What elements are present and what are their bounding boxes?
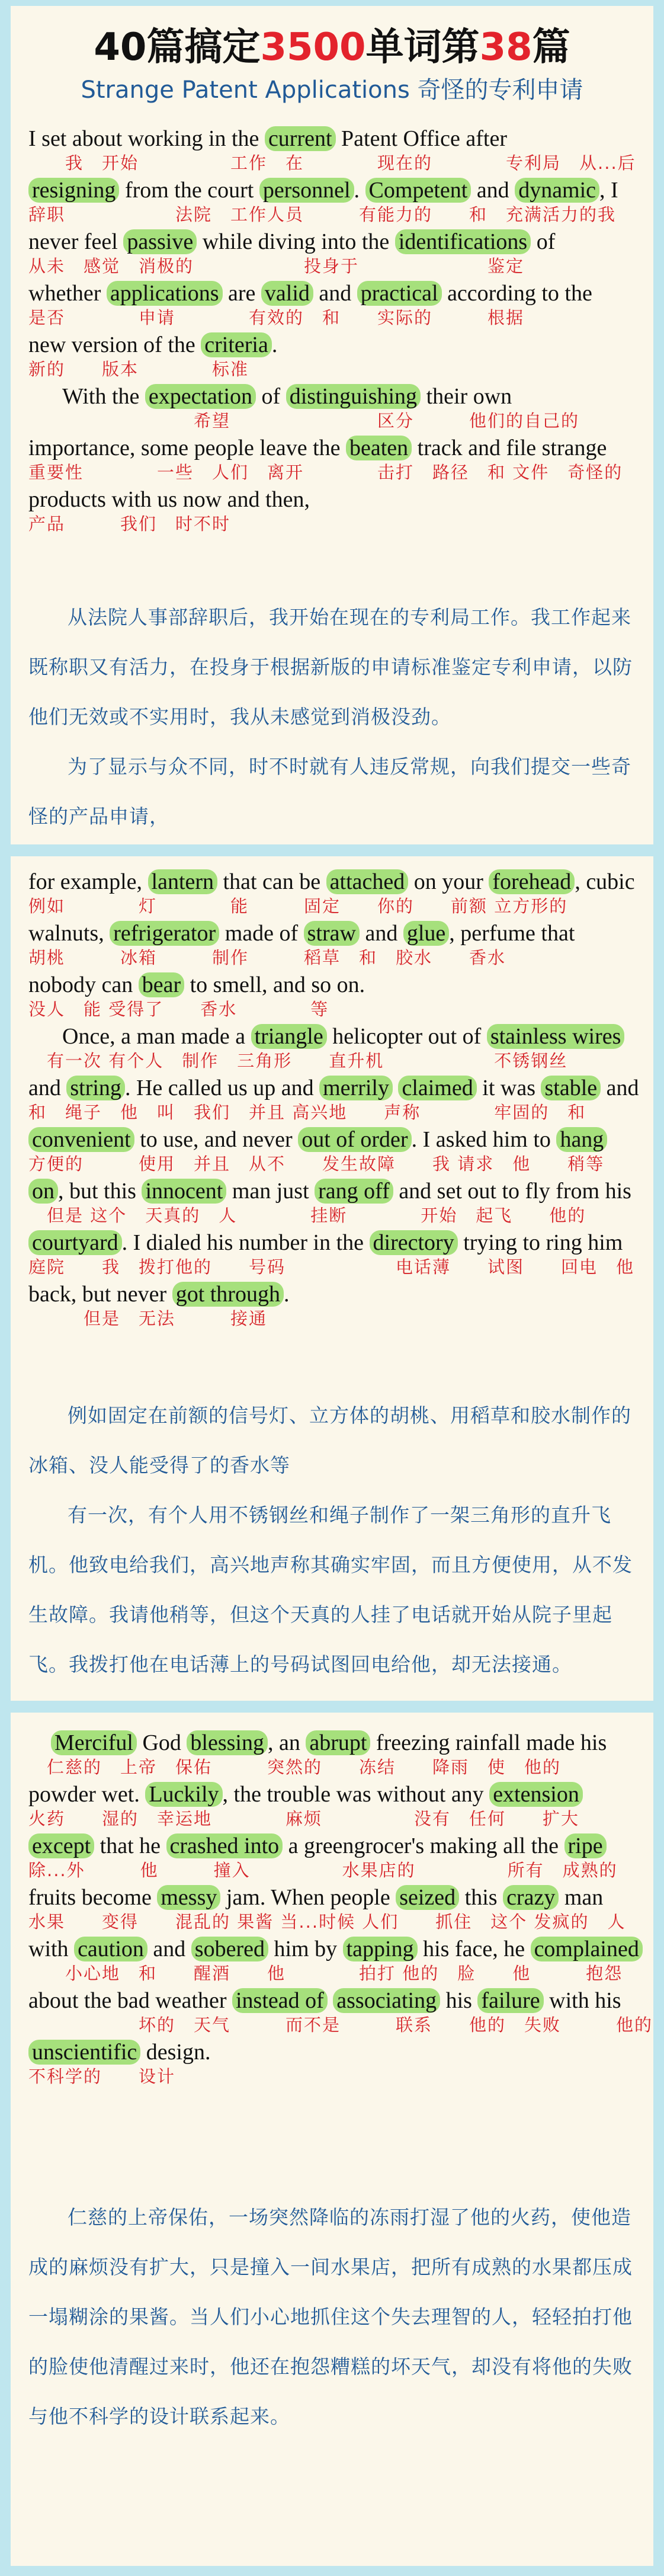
english-text: on your bbox=[408, 869, 489, 894]
vocab-highlight: failure bbox=[477, 1988, 543, 2013]
vocab-highlight: expectation bbox=[145, 384, 256, 409]
gloss-line: 坏的 天气 而不是 联系 他的 失败 他的 bbox=[28, 2015, 653, 2035]
english-text: and bbox=[359, 921, 403, 946]
english-text: , I bbox=[599, 178, 618, 203]
english-text: never feel bbox=[28, 229, 124, 254]
vocab-highlight: sobered bbox=[191, 1937, 268, 1961]
gloss-line: 没人 能 受得了 香水 等 bbox=[28, 999, 329, 1019]
english-line bbox=[28, 1726, 636, 1777]
english-line bbox=[28, 2035, 636, 2087]
vocab-highlight: courtyard bbox=[28, 1230, 122, 1255]
english-text: him by bbox=[268, 1937, 343, 1961]
english-text: . bbox=[354, 178, 365, 203]
english-text: and bbox=[313, 281, 357, 306]
gloss-line: 庭院 我 拨打他的 号码 电话薄 试图 回电 他 bbox=[28, 1257, 635, 1277]
vocab-highlight: practical bbox=[357, 281, 442, 306]
english-text: to smell, and so on. bbox=[184, 972, 365, 997]
english-line bbox=[28, 968, 636, 1019]
gloss-line: 重要性 一些 人们 离开 击打 路径 和 文件 奇怪的 bbox=[28, 462, 623, 482]
vocab-highlight: messy bbox=[157, 1885, 220, 1910]
english-text: importance, some people leave the bbox=[28, 436, 347, 460]
vocab-highlight: identifications bbox=[395, 229, 531, 254]
vocab-highlight: forehead bbox=[489, 869, 575, 894]
english-text: With the bbox=[28, 384, 145, 409]
gloss-line: 新的 版本 标准 bbox=[28, 359, 249, 379]
vocab-highlight: tapping bbox=[343, 1937, 418, 1961]
vocab-highlight: glue bbox=[403, 921, 449, 946]
english-text: and bbox=[471, 178, 515, 203]
english-text: fruits become bbox=[28, 1885, 158, 1910]
vocab-highlight: convenient bbox=[28, 1127, 134, 1152]
english-text: that can be bbox=[217, 869, 326, 894]
english-line bbox=[28, 1122, 636, 1174]
english-line bbox=[28, 1174, 636, 1225]
translation-paragraph: 仁慈的上帝保佑，一场突然降临的冻雨打湿了他的火药，使他造成的麻烦没有扩大，只是撞入一间水果店，把所有成熟的水果都压成一塌糊涂的果酱。当人们小心地抓住这个失去理智的人，轻轻拍打他的脸使他清醒过来时，他还在抱怨糟糕的坏天气，却没有将他的失败与他不科学的设计联系起来。 bbox=[28, 2206, 633, 2428]
english-text: Patent Office after bbox=[335, 126, 507, 151]
translation-paragraph: 有一次，有个人用不锈钢丝和绳子制作了一架三角形的直升飞机。他致电给我们，高兴地声称其确实牢固，而且方便使用，从不发生故障。我请他稍等，但这个天真的人挂了电话就开始从院子里起飞。我拨打他在电话薄上的号码试图回电给他，却无法接通。 bbox=[28, 1503, 633, 1676]
gloss-line: 胡桃 冰箱 制作 稻草 和 胶水 香水 bbox=[28, 948, 506, 968]
english-text: and set out to fly from his bbox=[393, 1179, 631, 1204]
translation-paragraph: 从法院人事部辞职后，我开始在现在的专利局工作。我工作起来既称职又有活力，在投身于根据新版的申请标准鉴定专利申请，以防他们无效或不实用时，我从未感觉到消极没劲。 bbox=[28, 606, 633, 728]
vocab-highlight: seized bbox=[396, 1885, 459, 1910]
english-text: freezing rainfall made his bbox=[370, 1730, 607, 1755]
english-text: jam. When people bbox=[220, 1885, 396, 1910]
english-text: powder wet. bbox=[28, 1782, 146, 1807]
english-text: and bbox=[601, 1076, 639, 1100]
english-text: , an bbox=[267, 1730, 306, 1755]
vocab-highlight: directory bbox=[370, 1230, 458, 1255]
gloss-line: 但是 这个 天真的 人 挂断 开始 起飞 他的 bbox=[28, 1205, 586, 1225]
vocab-highlight: current bbox=[265, 126, 336, 151]
gloss-line: 除...外 他 撞入 水果店的 所有 成熟的 bbox=[28, 1860, 618, 1880]
english-line bbox=[28, 1932, 639, 1983]
vocab-highlight: beaten bbox=[346, 436, 412, 460]
translation-paragraph: 例如固定在前额的信号灯、立方体的胡桃、用稻草和胶水制作的冰箱、没人能受得了的香水等 bbox=[28, 1404, 631, 1477]
card-2 bbox=[11, 856, 653, 1701]
english-text: . I dialed his number in the bbox=[121, 1230, 370, 1255]
english-line bbox=[28, 1277, 636, 1329]
vocab-highlight: hang bbox=[556, 1127, 607, 1152]
vocab-highlight: attached bbox=[326, 869, 409, 894]
english-text: . bbox=[271, 332, 278, 357]
english-text: , the trouble was without any bbox=[222, 1782, 490, 1807]
english-text: Once, a man made a bbox=[28, 1024, 251, 1049]
english-line bbox=[28, 431, 636, 482]
gloss-line: 仁慈的 上帝 保佑 突然的 冻结 降雨 使 他的 bbox=[28, 1757, 562, 1777]
english-text: man bbox=[559, 1885, 604, 1910]
vocab-highlight: extension bbox=[489, 1782, 583, 1807]
english-text bbox=[28, 1730, 51, 1755]
english-text: while diving into the bbox=[197, 229, 395, 254]
vocab-highlight: passive bbox=[123, 229, 197, 254]
english-text: back, but never bbox=[28, 1282, 172, 1307]
gloss-line: 方便的 使用 并且 从不 发生故障 我 请求 他 稍等 bbox=[28, 1154, 605, 1174]
english-text: with his bbox=[543, 1988, 621, 2013]
english-text: , perfume that bbox=[449, 921, 575, 946]
english-text: design. bbox=[140, 2040, 211, 2065]
vocab-highlight: innocent bbox=[142, 1179, 226, 1204]
gloss-line: 希望 区分 他们的自己的 bbox=[28, 411, 580, 431]
english-text: nobody can bbox=[28, 972, 139, 997]
vocab-highlight: dynamic bbox=[515, 178, 599, 203]
english-text: his face, he bbox=[417, 1937, 531, 1961]
english-text: that he bbox=[94, 1833, 166, 1858]
gloss-line: 辞职 法院 工作人员 有能力的 和 充满活力的我 bbox=[28, 204, 617, 225]
english-text: their own bbox=[421, 384, 512, 409]
english-passage-3 bbox=[28, 1726, 653, 2087]
vocab-highlight: out of order bbox=[298, 1127, 411, 1152]
vocab-highlight: except bbox=[28, 1833, 94, 1858]
vocab-highlight: refrigerator bbox=[110, 921, 219, 946]
english-text: . He called us up and bbox=[124, 1076, 320, 1100]
card-3 bbox=[11, 1713, 653, 2566]
english-text: this bbox=[459, 1885, 503, 1910]
english-text: made of bbox=[219, 921, 304, 946]
gloss-line: 从未 感觉 消极的 投身于 鉴定 bbox=[28, 256, 525, 276]
vocab-highlight: Luckily bbox=[145, 1782, 222, 1807]
vocab-highlight: complained bbox=[531, 1937, 643, 1961]
gloss-line: 不科学的 设计 bbox=[28, 2066, 176, 2087]
vocab-highlight: unscientific bbox=[28, 2040, 140, 2065]
english-text: of bbox=[256, 384, 286, 409]
vocab-highlight: associating bbox=[333, 1988, 440, 2013]
vocab-highlight: stainless wires bbox=[487, 1024, 625, 1049]
gloss-line: 我 开始 工作 在 现在的 专利局 从...后 bbox=[28, 153, 636, 173]
vocab-highlight: blessing bbox=[187, 1730, 268, 1755]
english-text: God bbox=[136, 1730, 187, 1755]
english-line bbox=[28, 379, 636, 431]
english-text: man just bbox=[226, 1179, 315, 1204]
english-line bbox=[28, 482, 636, 534]
vocab-highlight: Merciful bbox=[51, 1730, 137, 1755]
vocab-highlight: criteria bbox=[201, 332, 272, 357]
vocab-highlight: abrupt bbox=[306, 1730, 370, 1755]
gloss-line: 但是 无法 接通 bbox=[28, 1308, 268, 1329]
vocab-highlight: crazy bbox=[503, 1885, 559, 1910]
english-text: are bbox=[222, 281, 261, 306]
english-text: it was bbox=[476, 1076, 541, 1100]
vocab-highlight: rang off bbox=[315, 1179, 393, 1204]
english-line bbox=[28, 1071, 639, 1122]
english-line bbox=[28, 276, 636, 328]
vocab-highlight: crashed into bbox=[166, 1833, 283, 1858]
english-text: his bbox=[440, 1988, 478, 2013]
english-line bbox=[28, 225, 636, 276]
vocab-highlight: distinguishing bbox=[286, 384, 421, 409]
vocab-highlight: bear bbox=[139, 972, 184, 997]
vocab-highlight: Competent bbox=[365, 178, 471, 203]
english-text: trying to ring him bbox=[457, 1230, 623, 1255]
gloss-line: 例如 灯 能 固定 你的 前额 立方形的 bbox=[28, 896, 568, 916]
english-text: products with us now and then, bbox=[28, 487, 310, 512]
vocab-highlight: applications bbox=[107, 281, 223, 306]
gloss-line: 有一次 有个人 制作 三角形 直升机 不锈钢丝 bbox=[28, 1051, 568, 1071]
vocab-highlight: caution bbox=[74, 1937, 147, 1961]
english-text: . bbox=[283, 1282, 290, 1307]
english-line bbox=[28, 1019, 636, 1071]
card-1 bbox=[11, 6, 653, 844]
vocab-highlight: got through bbox=[172, 1282, 284, 1307]
english-line bbox=[28, 1225, 636, 1277]
vocab-highlight: lantern bbox=[148, 869, 218, 894]
gloss-line: 和 绳子 他 叫 我们 并且 高兴地 声称 牢固的 和 bbox=[28, 1102, 586, 1122]
english-text: , cubic bbox=[575, 869, 635, 894]
english-text: walnuts, bbox=[28, 921, 110, 946]
vocab-highlight: claimed bbox=[398, 1076, 476, 1100]
english-text: and bbox=[28, 1076, 67, 1100]
english-line bbox=[28, 328, 636, 379]
english-text: helicopter out of bbox=[326, 1024, 487, 1049]
english-text: about the bad weather bbox=[28, 1988, 232, 2013]
page-title: 40篇搞定3500单词第38篇 bbox=[94, 25, 570, 69]
english-text: I set about working in the bbox=[28, 126, 265, 151]
english-line bbox=[28, 1829, 636, 1880]
english-text: whether bbox=[28, 281, 107, 306]
translation-paragraph: 为了显示与众不同，时不时就有人违反常规，向我们提交一些奇怪的产品申请， bbox=[28, 755, 631, 828]
english-passage-2 bbox=[28, 865, 639, 1329]
vocab-highlight: on bbox=[28, 1179, 58, 1204]
vocab-highlight: string bbox=[66, 1076, 125, 1100]
english-text: track and file strange bbox=[412, 436, 607, 460]
english-line bbox=[28, 1777, 636, 1829]
english-line bbox=[28, 865, 636, 916]
english-text: of bbox=[531, 229, 556, 254]
vocab-highlight: valid bbox=[261, 281, 313, 306]
vocab-highlight: triangle bbox=[251, 1024, 327, 1049]
english-text: . I asked him to bbox=[411, 1127, 557, 1152]
english-line bbox=[28, 1983, 653, 2035]
vocab-highlight: stable bbox=[541, 1076, 601, 1100]
english-text: , but this bbox=[58, 1179, 142, 1204]
english-text: for example, bbox=[28, 869, 148, 894]
vocab-highlight: personnel bbox=[259, 178, 354, 203]
vocab-highlight: straw bbox=[304, 921, 360, 946]
english-text: from the court bbox=[119, 178, 259, 203]
english-line bbox=[28, 121, 636, 173]
gloss-line: 产品 我们 时不时 bbox=[28, 514, 231, 534]
english-text bbox=[328, 1988, 333, 2013]
gloss-line: 水果 变得 混乱的 果酱 当...时候 人们 抓住 这个 发疯的 人 bbox=[28, 1912, 626, 1932]
vocab-highlight: ripe bbox=[564, 1833, 607, 1858]
english-text: to use, and never bbox=[134, 1127, 299, 1152]
english-text: new version of the bbox=[28, 332, 201, 357]
english-text: and bbox=[147, 1937, 191, 1961]
english-line bbox=[28, 916, 636, 968]
english-text: according to the bbox=[441, 281, 592, 306]
english-text: a greengrocer's making all the bbox=[283, 1833, 564, 1858]
gloss-line: 火药 湿的 幸运地 麻烦 没有 任何 扩大 bbox=[28, 1809, 580, 1829]
gloss-line: 小心地 和 醒酒 他 拍打 他的 脸 他 抱怨 bbox=[28, 1963, 623, 1983]
gloss-line: 是否 申请 有效的 和 实际的 根据 bbox=[28, 308, 525, 328]
vocab-highlight: resigning bbox=[28, 178, 119, 203]
vocab-highlight: instead of bbox=[232, 1988, 328, 2013]
english-passage-1 bbox=[28, 121, 636, 534]
english-line bbox=[28, 1880, 636, 1932]
english-text: with bbox=[28, 1937, 75, 1961]
page-subtitle: Strange Patent Applications 奇怪的专利申请 bbox=[81, 76, 583, 104]
vocab-highlight: merrily bbox=[319, 1076, 393, 1100]
english-line bbox=[28, 173, 636, 225]
